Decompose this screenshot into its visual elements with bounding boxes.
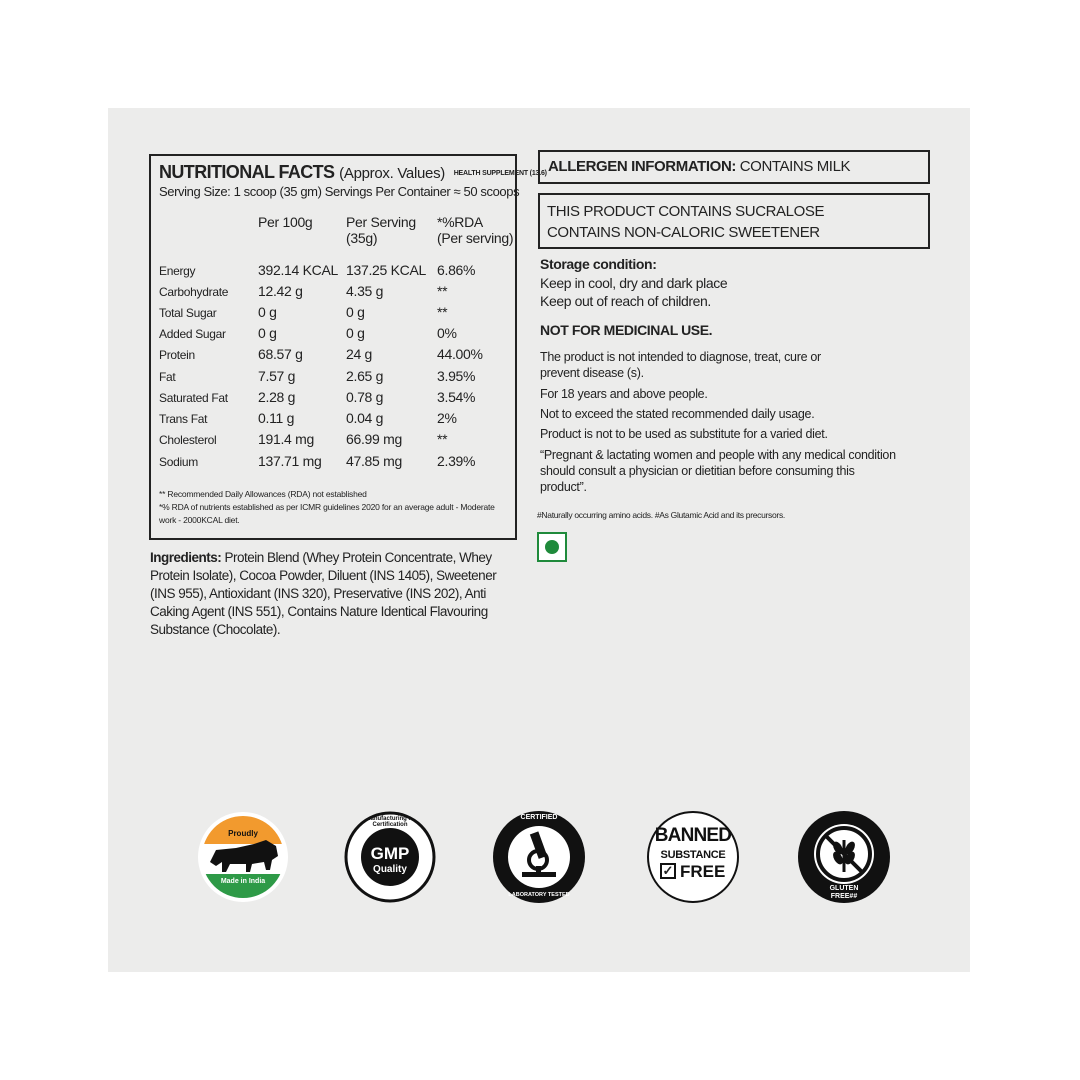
disclaimer-line: “Pregnant & lactating women and people with any medical condition should consult a physician or dietitian before consuming this product”. bbox=[540, 448, 896, 494]
nutrient-name: Trans Fat bbox=[159, 412, 208, 426]
nutrient-per-serving: 0.04 g bbox=[346, 410, 384, 426]
nutrient-name: Total Sugar bbox=[159, 306, 217, 320]
nutrient-row bbox=[159, 431, 514, 451]
nutrient-rda: ** bbox=[437, 304, 448, 320]
nutrient-rda: 6.86% bbox=[437, 262, 476, 278]
nutrient-per100: 68.57 g bbox=[258, 346, 303, 362]
veg-dot-icon bbox=[545, 540, 559, 554]
rda-line1: *%RDA bbox=[437, 214, 483, 230]
made-in-india-badge bbox=[196, 810, 290, 904]
sweetener-box bbox=[538, 193, 930, 249]
proudly-label: Proudly bbox=[228, 829, 258, 838]
made-in-india-label: Made in India bbox=[220, 878, 266, 885]
checkbox-icon: ✓ bbox=[660, 863, 676, 879]
gmp-quality-text: Quality bbox=[373, 864, 407, 875]
nutrient-row bbox=[159, 325, 514, 345]
nutrient-rda: ** bbox=[437, 283, 448, 299]
not-medicinal-heading: NOT FOR MEDICINAL USE. bbox=[540, 322, 713, 338]
gluten-text: GLUTEN bbox=[829, 885, 859, 892]
nutrient-per-serving: 0 g bbox=[346, 304, 365, 320]
veg-symbol bbox=[537, 532, 567, 562]
gmp-text: GMP bbox=[370, 844, 410, 863]
nutrient-per100: 0 g bbox=[258, 304, 277, 320]
nutrient-rda: 2% bbox=[437, 410, 457, 426]
free-text: FREE bbox=[680, 862, 726, 881]
nutrient-row bbox=[159, 453, 514, 473]
nutrient-per-serving: 0 g bbox=[346, 325, 365, 341]
gluten-free-badge bbox=[797, 810, 891, 904]
nutrition-footnotes bbox=[159, 488, 504, 527]
nutrient-row bbox=[159, 283, 514, 303]
nutrient-row bbox=[159, 410, 514, 430]
storage-line: Keep in cool, dry and dark place bbox=[540, 275, 728, 291]
nutrient-per-serving: 0.78 g bbox=[346, 389, 384, 405]
disclaimer-line: Not to exceed the stated recommended daily usage. bbox=[540, 407, 815, 421]
nutrient-name: Fat bbox=[159, 370, 176, 384]
gmp-badge bbox=[343, 810, 437, 904]
storage-line: Keep out of reach of children. bbox=[540, 293, 711, 309]
nutrient-per100: 392.14 KCAL bbox=[258, 262, 338, 278]
nutrition-facts-box bbox=[149, 154, 547, 540]
nutrient-name: Sodium bbox=[159, 455, 198, 469]
nutrient-row bbox=[159, 262, 514, 282]
disclaimer-line: Product is not to be used as substitute for a varied diet. bbox=[540, 427, 828, 441]
gmp-ring-text-holder bbox=[347, 814, 433, 900]
nutrient-per100: 137.71 mg bbox=[258, 453, 322, 469]
approx-values-label: (Approx. Values) bbox=[339, 165, 445, 182]
nutrient-row bbox=[159, 304, 514, 324]
free-hash-text: FREE## bbox=[830, 893, 858, 900]
nutrient-row bbox=[159, 389, 514, 409]
footnote-rda-not-established: ** Recommended Daily Allowances (RDA) not established bbox=[159, 489, 367, 499]
serving-info: Serving Size: 1 scoop (35 gm) Servings Per Container ≈ 50 scoops bbox=[159, 184, 520, 199]
per-serving-line1: Per Serving bbox=[346, 214, 416, 230]
health-supplement-label: HEALTH SUPPLEMENT (13.6) bbox=[453, 170, 547, 177]
gmp-ring-text: Good Manufacturing Practice Certification bbox=[348, 816, 432, 828]
col-header-per-serving bbox=[346, 214, 416, 246]
storage-heading: Storage condition: bbox=[540, 256, 657, 272]
nutrient-name: Added Sugar bbox=[159, 327, 226, 341]
banned-substance-free-badge bbox=[646, 810, 740, 904]
footnote-icmr: *% RDA of nutrients established as per ICMR guidelines 2020 for an average adult - Moderate work - 2000KCAL diet. bbox=[159, 502, 495, 525]
disclaimer-line: For 18 years and above people. bbox=[540, 387, 708, 401]
col-header-per100: Per 100g bbox=[258, 214, 313, 230]
nutrient-per-serving: 47.85 mg bbox=[346, 453, 402, 469]
rda-line2: (Per serving) bbox=[437, 230, 514, 246]
nutrition-title-text: NUTRITIONAL FACTS bbox=[159, 162, 335, 182]
nutrient-row bbox=[159, 368, 514, 388]
nutrient-per-serving: 4.35 g bbox=[346, 283, 384, 299]
non-caloric-line: CONTAINS NON-CALORIC SWEETENER bbox=[547, 224, 820, 241]
gluten-free-label bbox=[797, 885, 891, 901]
nutrient-rda: 0% bbox=[437, 325, 457, 341]
lab-tested-text: LABORATORY TESTED bbox=[508, 892, 570, 898]
banned-text: BANNED bbox=[654, 825, 732, 846]
nutrient-per100: 12.42 g bbox=[258, 283, 303, 299]
lab-tested-badge bbox=[492, 810, 586, 904]
nutrient-per-serving: 2.65 g bbox=[346, 368, 384, 384]
nutrient-rda: 44.00% bbox=[437, 346, 483, 362]
nutrient-rda: 2.39% bbox=[437, 453, 476, 469]
nutrient-per100: 2.28 g bbox=[258, 389, 296, 405]
nutrient-name: Saturated Fat bbox=[159, 391, 228, 405]
nutrient-per-serving: 137.25 KCAL bbox=[346, 262, 426, 278]
allergen-value: CONTAINS MILK bbox=[735, 158, 851, 175]
certified-text: CERTIFIED bbox=[520, 814, 558, 821]
nutrient-name: Protein bbox=[159, 348, 195, 362]
allergen-label: ALLERGEN INFORMATION: bbox=[548, 158, 736, 175]
per-serving-line2: (35g) bbox=[346, 230, 378, 246]
ingredients bbox=[150, 549, 510, 639]
ingredients-text: Protein Blend (Whey Protein Concentrate, Whey Protein Isolate), Cocoa Powder, Diluent (INS 1405), Sweetener (INS 955), Antioxidant (INS 320), Preservative (INS 202), Anti Caking Agent (INS 551), Contains Nature Identical Flavouring Substance (Chocolate). bbox=[150, 550, 497, 637]
allergen-box bbox=[538, 150, 930, 184]
nutrient-per100: 7.57 g bbox=[258, 368, 296, 384]
nutrient-rda: 3.95% bbox=[437, 368, 476, 384]
nutrient-per-serving: 24 g bbox=[346, 346, 373, 362]
nutrient-per100: 0.11 g bbox=[258, 410, 295, 426]
nutrient-rda: 3.54% bbox=[437, 389, 476, 405]
substance-text: SUBSTANCE bbox=[660, 849, 726, 861]
col-header-rda bbox=[437, 214, 513, 246]
sucralose-line: THIS PRODUCT CONTAINS SUCRALOSE bbox=[547, 203, 825, 220]
made-in-india-icon bbox=[196, 810, 290, 904]
nutrient-row bbox=[159, 346, 514, 366]
nutrient-name: Energy bbox=[159, 264, 196, 278]
nutrient-name: Carbohydrate bbox=[159, 285, 229, 299]
nutrient-rda: ** bbox=[437, 431, 448, 447]
ingredients-label: Ingredients: bbox=[150, 550, 222, 565]
disclaimer-line: The product is not intended to diagnose, treat, cure or prevent disease (s). bbox=[540, 350, 821, 380]
nutrient-per-serving: 66.99 mg bbox=[346, 431, 402, 447]
nutrient-per100: 0 g bbox=[258, 325, 277, 341]
nutrition-title bbox=[159, 162, 547, 183]
amino-acid-note: #Naturally occurring amino acids. #As Glutamic Acid and its precursors. bbox=[537, 510, 785, 520]
nutrient-name: Cholesterol bbox=[159, 433, 217, 447]
microscope-icon bbox=[492, 810, 586, 904]
nutrient-per100: 191.4 mg bbox=[258, 431, 314, 447]
